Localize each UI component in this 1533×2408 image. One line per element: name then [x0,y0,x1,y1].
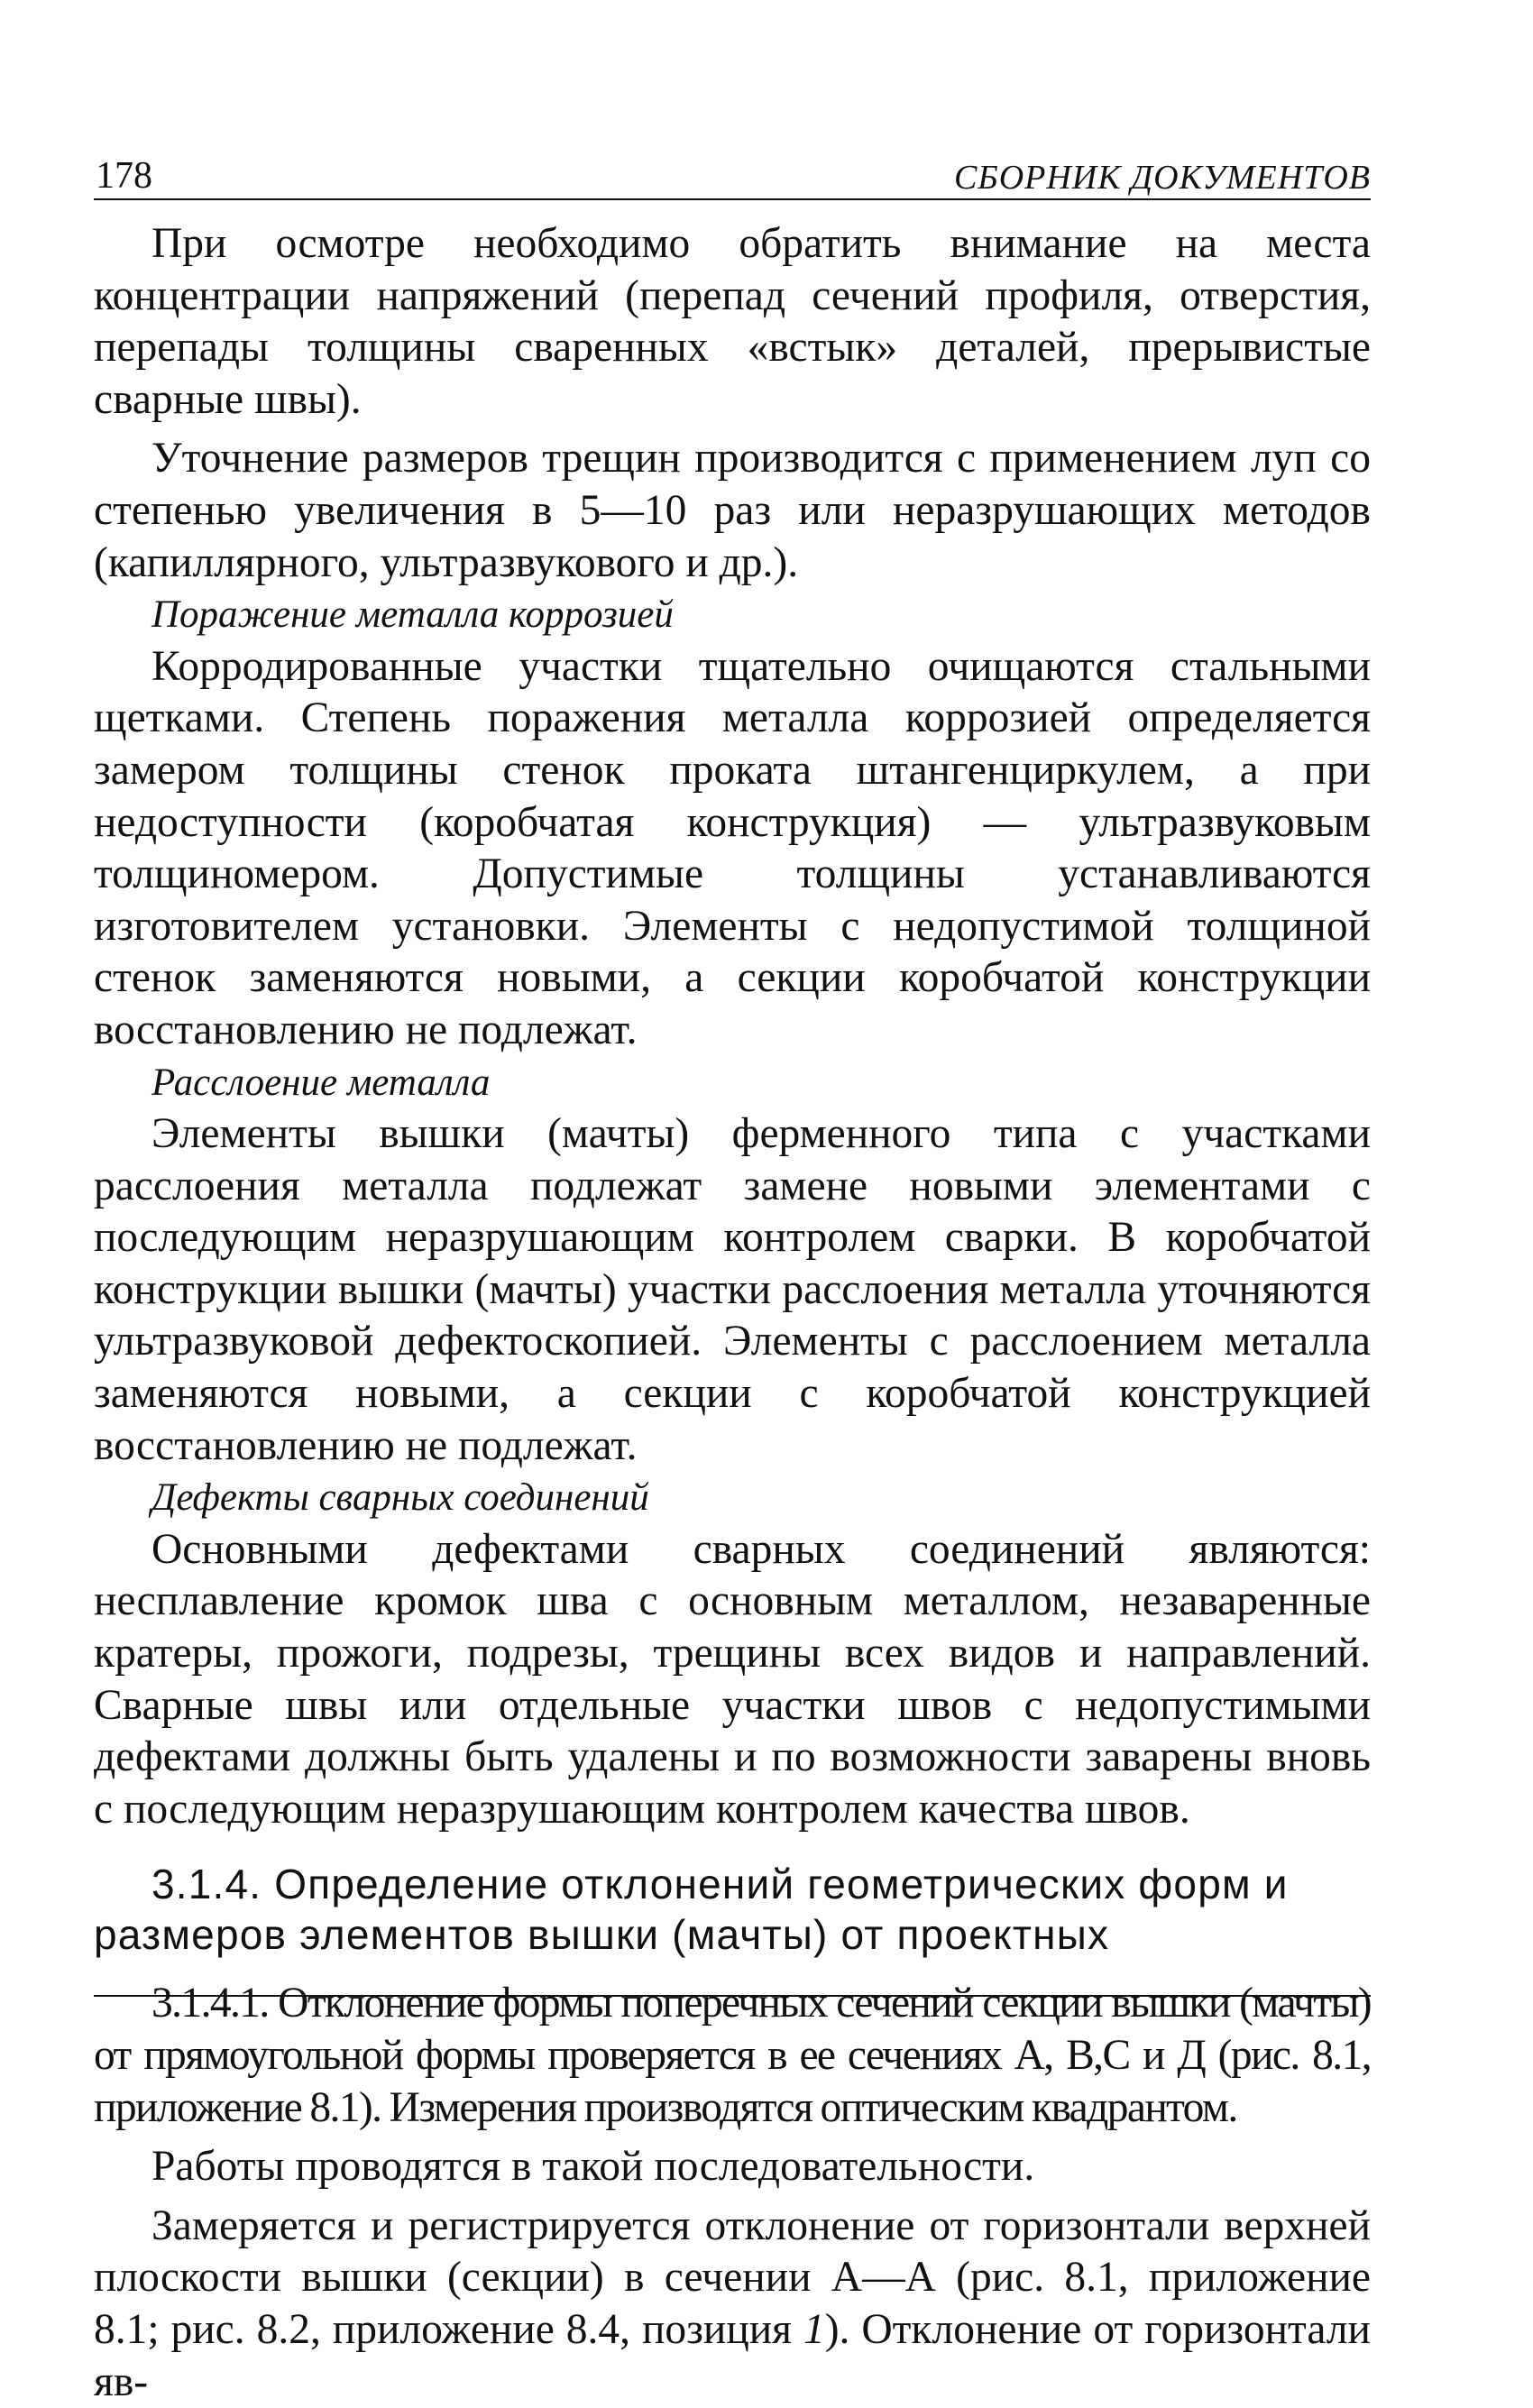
paragraph-weld-defects: Основными дефектами сварных соединений являются: несплавление кромок шва с основным металлом, незаваренные кратеры, прожоги, подрезы, трещины всех видов и направлений. Сварные швы или отдельные участки швов с недопустимыми дефектами должны быть удалены и по возможности заварены вновь с последующим неразрушающим контролем качества швов. [94,1525,1371,1833]
horizontal-deviation-text-end: ). Отклонение от горизонтали яв- [94,2305,1371,2405]
paragraph-stress-concentration: При осмотре необходимо обратить внимание на места концентрации напряжений (перепад сечений профиля, отверстия, перепады толщины сваренных «встык» деталей, прерывистые сварные швы). [94,220,1371,423]
paragraph-horizontal-deviation [94,2201,1371,2408]
subheading-corrosion: Поражение металла коррозией [151,593,674,637]
paragraph-crack-measurement: Уточнение размеров трещин производится с применением луп со степенью увеличения в 5—10 раз или неразрушающих методов (капиллярного, ультразвукового и др.). [94,435,1371,586]
running-head [94,144,1371,200]
section-title: 3.1.4. Определение отклонений геометрических форм и размеров элементов вышки (мачты) от проектных [94,1861,1289,1959]
body-text [94,218,1371,2408]
document-page [94,144,1371,2408]
subheading-delamination: Расслоение металла [151,1061,491,1104]
horizontal-deviation-text-start: Замеряется и регистрируется отклонение от горизонтали верхней плоскости вышки (секции) в сечении А—А (рис. 8.1, приложение 8.1; рис. 8.2, приложение 8.4, позиция [94,2201,1371,2353]
paragraph-work-sequence: Работы проводятся в такой последовательности. [151,2143,1035,2191]
running-title: СБОРНИК ДОКУМЕНТОВ [953,159,1371,197]
paragraph-section-shape-deviation: 3.1.4.1. Отклонение формы поперечных сечений секции вышки (мачты) от прямоугольной формы проверяется в ее сечениях А, В,С и Д (рис. 8.1, приложение 8.1). Измерения производятся оптическим квадрантом. [94,1980,1371,2131]
bottom-rule [94,1995,1371,1997]
paragraph-corrosion: Корродированные участки тщательно очищаются стальными щетками. Степень поражения металла коррозией определяется замером толщины стенок проката штангенциркулем, а при недоступности (коробчатая конструкция) — ультразвуковым толщиномером. Допустимые толщины устанавливаются изготовителем установки. Элементы с недопустимой толщиной стенок заменяются новыми, а секции коробчатой конструкции восстановлению не подлежат. [94,642,1371,1053]
paragraph-delamination: Элементы вышки (мачты) ферменного типа с участками расслоения металла подлежат замене новыми элементами с последующим неразрушающим контролем сварки. В коробчатой конструкции вышки (мачты) участки расслоения металла уточняются ультразвуковой дефектоскопией. Элементы с расслоением металла заменяются новыми, а секции с коробчатой конструкцией восстановлению не подлежат. [94,1110,1371,1469]
page-number: 178 [96,155,152,197]
subheading-weld-defects: Дефекты сварных соединений [151,1476,649,1520]
position-number: 1 [803,2305,825,2353]
